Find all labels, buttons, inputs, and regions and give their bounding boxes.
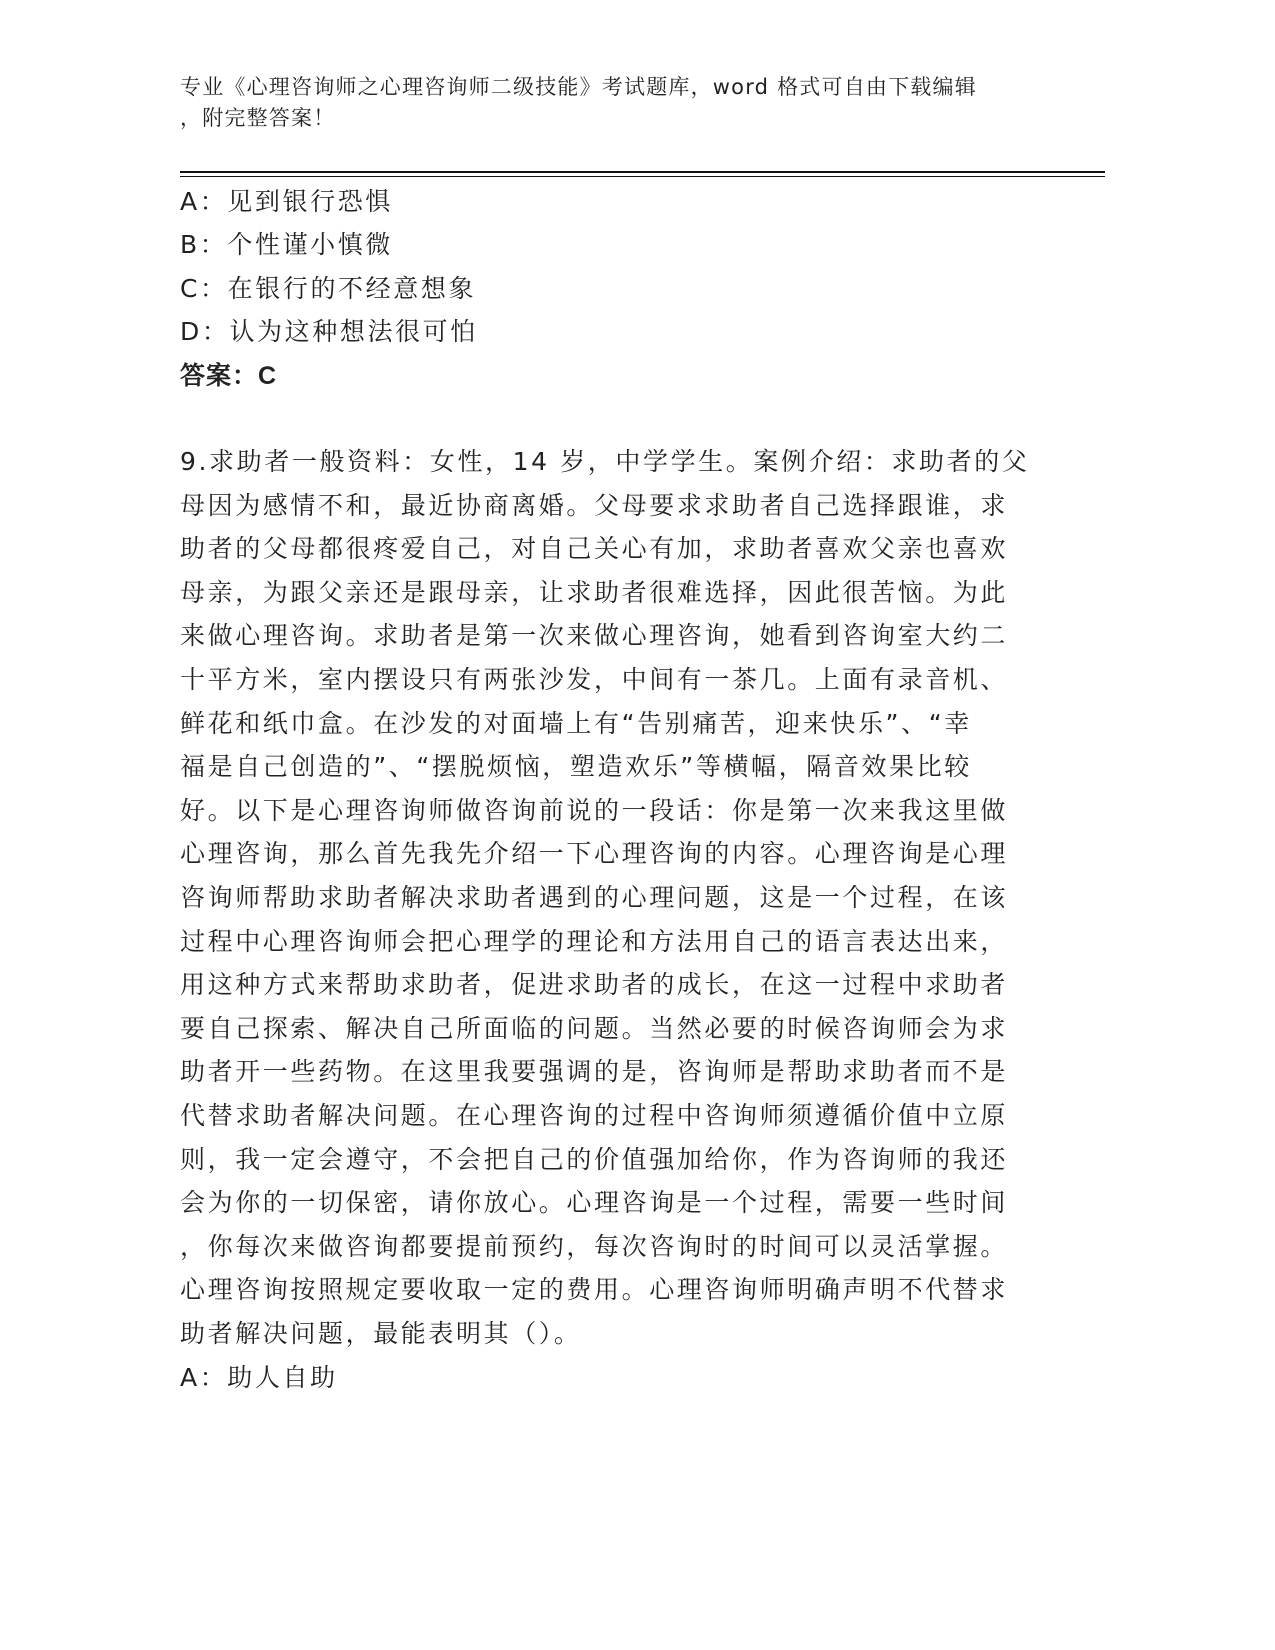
question-text-line: 助者解决问题，最能表明其（）。 <box>180 1319 582 1348</box>
question-text-line: 母因为感情不和，最近协商离婚。父母要求求助者自己选择跟谁，求 <box>180 490 1009 520</box>
option-b: B：个性谨小慎微 <box>180 230 393 259</box>
question-text-line: 福是自己创造的”、“摆脱烦恼，塑造欢乐”等横幅，隔音效果比较 <box>180 752 972 782</box>
header-divider <box>180 176 1105 177</box>
question-text-line: 鲜花和纸巾盒。在沙发的对面墙上有“告别痛苦，迎来快乐”、“幸 <box>180 708 972 738</box>
option-a: A：见到银行恐惧 <box>180 187 393 216</box>
question-text-line: 心理咨询按照规定要收取一定的费用。心理咨询师明确声明不代替求 <box>180 1275 1009 1305</box>
question-text-line: 过程中心理咨询师会把心理学的理论和方法用自己的语言表达出来， <box>180 926 1009 956</box>
question-text-line: 助者的父母都很疼爱自己，对自己关心有加，求助者喜欢父亲也喜欢 <box>180 534 1009 564</box>
question-text-line: 母亲，为跟父亲还是跟母亲，让求助者很难选择，因此很苦恼。为此 <box>180 577 1009 607</box>
question-text-line: 来做心理咨询。求助者是第一次来做心理咨询，她看到咨询室大约二 <box>180 621 1009 651</box>
question-text-line: 9.求助者一般资料：女性，14 岁，中学学生。案例介绍：求助者的父 <box>180 447 1030 476</box>
option-a: A：助人自助 <box>180 1362 338 1392</box>
question-text-line: 助者开一些药物。在这里我要强调的是，咨询师是帮助求助者而不是 <box>180 1057 1009 1087</box>
header-divider <box>180 171 1105 173</box>
header-line: 专业《心理咨询师之心理咨询师二级技能》考试题库，word 格式可自由下载编辑 <box>180 75 977 99</box>
question-text-line: 咨询师帮助求助者解决求助者遇到的心理问题，这是一个过程，在该 <box>180 883 1009 912</box>
option-c: C：在银行的不经意想象 <box>180 274 477 303</box>
question-text-line: 用这种方式来帮助求助者，促进求助者的成长，在这一过程中求助者 <box>180 970 1009 1000</box>
question-text-line: ，你每次来做咨询都要提前预约，每次咨询时的时间可以灵活掌握。 <box>180 1231 1009 1261</box>
question-text-line: 十平方米，室内摆设只有两张沙发，中间有一茶几。上面有录音机、 <box>180 665 1009 694</box>
question-text-line: 要自己探索、解决自己所面临的问题。当然必要的时候咨询师会为求 <box>180 1013 1009 1043</box>
question-text-line: 心理咨询，那么首先我先介绍一下心理咨询的内容。心理咨询是心理 <box>180 839 1009 869</box>
question-text-line: 会为你的一切保密，请你放心。心理咨询是一个过程，需要一些时间 <box>180 1188 1009 1218</box>
answer: 答案：C <box>180 362 278 390</box>
option-d: D：认为这种想法很可怕 <box>180 317 478 346</box>
header-line: ，附完整答案！ <box>180 106 336 130</box>
question-text-line: 则，我一定会遵守，不会把自己的价值强加给你，作为咨询师的我还 <box>180 1144 1009 1174</box>
question-text-line: 代替求助者解决问题。在心理咨询的过程中咨询师须遵循价值中立原 <box>180 1101 1009 1130</box>
question-text-line: 好。以下是心理咨询师做咨询前说的一段话：你是第一次来我这里做 <box>180 795 1009 825</box>
